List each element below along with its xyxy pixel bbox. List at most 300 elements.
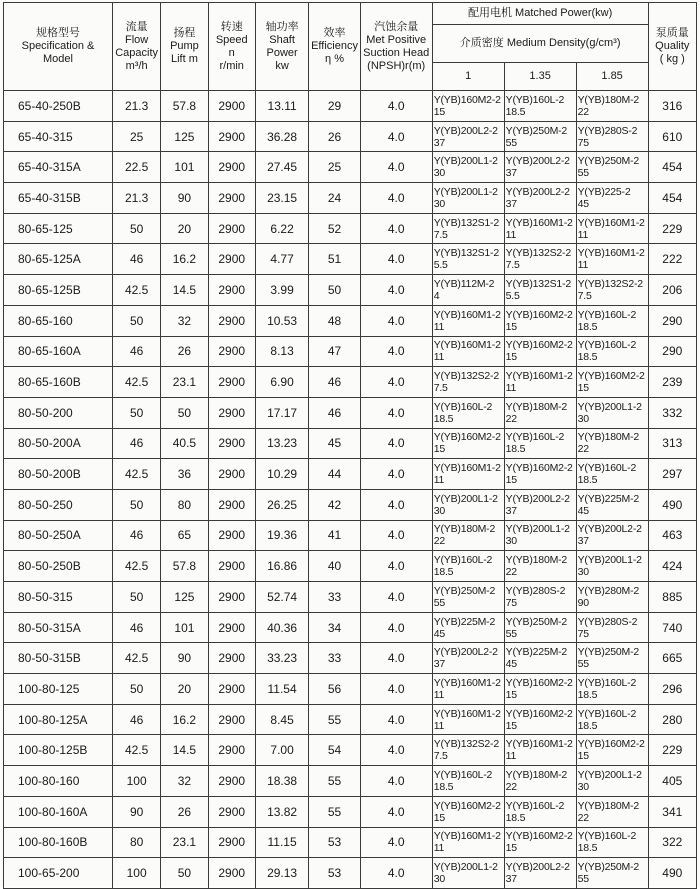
motor-density-1-85-cell: Y(YB)160M1-2 11 — [576, 213, 648, 244]
lift-cell: 26 — [161, 336, 208, 367]
motor-density-1-35-cell: Y(YB)180M-2 22 — [504, 766, 576, 797]
motor-density-1-cell: Y(YB)132S2-2 7.5 — [432, 735, 504, 766]
power-cell: 17.17 — [255, 397, 308, 428]
speed-cell: 2900 — [208, 858, 255, 889]
weight-cell: 239 — [648, 367, 696, 398]
power-cell: 6.90 — [255, 367, 308, 398]
lift-cell: 50 — [161, 858, 208, 889]
motor-density-1-cell: Y(YB)180M-2 22 — [432, 520, 504, 551]
npsh-cell: 4.0 — [360, 735, 432, 766]
lift-cell: 16.2 — [161, 704, 208, 735]
motor-density-1-cell: Y(YB)160L-2 18.5 — [432, 397, 504, 428]
header-power: 轴功率 Shaft Power kw — [255, 3, 308, 91]
speed-cell: 2900 — [208, 704, 255, 735]
model-cell: 100-80-160A — [4, 796, 113, 827]
speed-cell: 2900 — [208, 244, 255, 275]
motor-density-1-85-cell: Y(YB)200L1-2 30 — [576, 766, 648, 797]
model-cell: 80-65-125A — [4, 244, 113, 275]
lift-cell: 57.8 — [161, 91, 208, 122]
motor-density-1-cell: Y(YB)250M-2 55 — [432, 582, 504, 613]
model-cell: 100-80-125A — [4, 704, 113, 735]
efficiency-cell: 47 — [309, 336, 360, 367]
motor-density-1-35-cell: Y(YB)160M2-2 15 — [504, 674, 576, 705]
efficiency-cell: 52 — [309, 213, 360, 244]
table-row — [4, 582, 697, 613]
lift-cell: 125 — [161, 121, 208, 152]
table-row — [4, 674, 697, 705]
model-cell: 65-40-250B — [4, 91, 113, 122]
model-cell: 80-50-250 — [4, 489, 113, 520]
header-density-1: 1 — [432, 63, 504, 91]
table-row — [4, 213, 697, 244]
npsh-cell: 4.0 — [360, 336, 432, 367]
motor-density-1-85-cell: Y(YB)160M1-2 11 — [576, 244, 648, 275]
power-cell: 4.77 — [255, 244, 308, 275]
efficiency-cell: 53 — [309, 858, 360, 889]
flow-cell: 46 — [112, 520, 160, 551]
motor-density-1-85-cell: Y(YB)160L-2 18.5 — [576, 459, 648, 490]
motor-density-1-85-cell: Y(YB)180M-2 22 — [576, 796, 648, 827]
model-cell: 80-65-160A — [4, 336, 113, 367]
motor-density-1-cell: Y(YB)160M1-2 11 — [432, 704, 504, 735]
lift-cell: 23.1 — [161, 367, 208, 398]
motor-density-1-85-cell: Y(YB)250M-2 55 — [576, 643, 648, 674]
model-cell: 80-65-160 — [4, 305, 113, 336]
motor-density-1-cell: Y(YB)160M1-2 11 — [432, 827, 504, 858]
motor-density-1-35-cell: Y(YB)160M1-2 11 — [504, 735, 576, 766]
flow-cell: 46 — [112, 704, 160, 735]
motor-density-1-35-cell: Y(YB)200L2-2 37 — [504, 183, 576, 214]
model-cell: 65-40-315B — [4, 183, 113, 214]
npsh-cell: 4.0 — [360, 489, 432, 520]
weight-cell: 206 — [648, 275, 696, 306]
efficiency-cell: 55 — [309, 796, 360, 827]
header-density: 介质密度 Medium Density(g/cm³) — [432, 25, 648, 63]
power-cell: 13.23 — [255, 428, 308, 459]
efficiency-cell: 34 — [309, 612, 360, 643]
table-row — [4, 121, 697, 152]
lift-cell: 16.2 — [161, 244, 208, 275]
npsh-cell: 4.0 — [360, 305, 432, 336]
npsh-cell: 4.0 — [360, 459, 432, 490]
motor-density-1-cell: Y(YB)160M1-2 11 — [432, 305, 504, 336]
speed-cell: 2900 — [208, 735, 255, 766]
motor-density-1-85-cell: Y(YB)160L-2 18.5 — [576, 305, 648, 336]
weight-cell: 229 — [648, 735, 696, 766]
speed-cell: 2900 — [208, 183, 255, 214]
motor-density-1-85-cell: Y(YB)160M2-2 15 — [576, 735, 648, 766]
lift-cell: 40.5 — [161, 428, 208, 459]
motor-density-1-85-cell: Y(YB)225M-2 45 — [576, 489, 648, 520]
motor-density-1-cell: Y(YB)200L1-2 30 — [432, 489, 504, 520]
motor-density-1-35-cell: Y(YB)160L-2 18.5 — [504, 428, 576, 459]
lift-cell: 50 — [161, 397, 208, 428]
flow-cell: 50 — [112, 674, 160, 705]
lift-cell: 101 — [161, 152, 208, 183]
weight-cell: 610 — [648, 121, 696, 152]
lift-cell: 80 — [161, 489, 208, 520]
motor-density-1-35-cell: Y(YB)132S1-2 5.5 — [504, 275, 576, 306]
motor-density-1-cell: Y(YB)160M2-2 15 — [432, 428, 504, 459]
motor-density-1-cell: Y(YB)200L2-2 37 — [432, 121, 504, 152]
motor-density-1-cell: Y(YB)132S1-2 7.5 — [432, 213, 504, 244]
flow-cell: 50 — [112, 397, 160, 428]
weight-cell: 490 — [648, 489, 696, 520]
power-cell: 11.15 — [255, 827, 308, 858]
pump-spec-table — [3, 2, 697, 889]
power-cell: 3.99 — [255, 275, 308, 306]
table-row — [4, 367, 697, 398]
model-cell: 100-80-125B — [4, 735, 113, 766]
lift-cell: 32 — [161, 766, 208, 797]
motor-density-1-cell: Y(YB)225M-2 45 — [432, 612, 504, 643]
weight-cell: 454 — [648, 183, 696, 214]
power-cell: 10.53 — [255, 305, 308, 336]
power-cell: 13.11 — [255, 91, 308, 122]
efficiency-cell: 42 — [309, 489, 360, 520]
speed-cell: 2900 — [208, 213, 255, 244]
npsh-cell: 4.0 — [360, 397, 432, 428]
flow-cell: 42.5 — [112, 735, 160, 766]
speed-cell: 2900 — [208, 796, 255, 827]
weight-cell: 405 — [648, 766, 696, 797]
flow-cell: 90 — [112, 796, 160, 827]
motor-density-1-cell: Y(YB)200L1-2 30 — [432, 183, 504, 214]
motor-density-1-35-cell: Y(YB)200L1-2 30 — [504, 520, 576, 551]
model-cell: 100-65-200 — [4, 858, 113, 889]
motor-density-1-35-cell: Y(YB)250M-2 55 — [504, 612, 576, 643]
power-cell: 19.36 — [255, 520, 308, 551]
power-cell: 33.23 — [255, 643, 308, 674]
motor-density-1-35-cell: Y(YB)132S2-2 7.5 — [504, 244, 576, 275]
power-cell: 16.86 — [255, 551, 308, 582]
header-speed: 转速 Speed n r/min — [208, 3, 255, 91]
efficiency-cell: 46 — [309, 397, 360, 428]
table-row — [4, 612, 697, 643]
motor-density-1-35-cell: Y(YB)200L2-2 37 — [504, 489, 576, 520]
header-npsh: 汽蚀余量 Met Positive Suction Head (NPSH)r(m) — [360, 3, 432, 91]
speed-cell: 2900 — [208, 643, 255, 674]
table-row — [4, 520, 697, 551]
table-row — [4, 489, 697, 520]
flow-cell: 42.5 — [112, 643, 160, 674]
speed-cell: 2900 — [208, 305, 255, 336]
npsh-cell: 4.0 — [360, 704, 432, 735]
table-body — [4, 91, 697, 889]
table-row — [4, 244, 697, 275]
npsh-cell: 4.0 — [360, 858, 432, 889]
motor-density-1-cell: Y(YB)160L-2 18.5 — [432, 766, 504, 797]
header-density-1-35: 1.35 — [504, 63, 576, 91]
power-cell: 7.00 — [255, 735, 308, 766]
power-cell: 8.13 — [255, 336, 308, 367]
npsh-cell: 4.0 — [360, 612, 432, 643]
speed-cell: 2900 — [208, 121, 255, 152]
weight-cell: 313 — [648, 428, 696, 459]
model-cell: 80-65-160B — [4, 367, 113, 398]
motor-density-1-35-cell: Y(YB)180M-2 22 — [504, 397, 576, 428]
motor-density-1-cell: Y(YB)160M1-2 11 — [432, 459, 504, 490]
model-cell: 80-50-315 — [4, 582, 113, 613]
power-cell: 6.22 — [255, 213, 308, 244]
motor-density-1-35-cell: Y(YB)180M-2 22 — [504, 551, 576, 582]
weight-cell: 222 — [648, 244, 696, 275]
motor-density-1-85-cell: Y(YB)160L-2 18.5 — [576, 336, 648, 367]
motor-density-1-85-cell: Y(YB)280M-2 90 — [576, 582, 648, 613]
efficiency-cell: 45 — [309, 428, 360, 459]
lift-cell: 125 — [161, 582, 208, 613]
motor-density-1-85-cell: Y(YB)180M-2 22 — [576, 91, 648, 122]
table-row — [4, 643, 697, 674]
npsh-cell: 4.0 — [360, 582, 432, 613]
flow-cell: 25 — [112, 121, 160, 152]
motor-density-1-cell: Y(YB)132S2-2 7.5 — [432, 367, 504, 398]
model-cell: 80-65-125 — [4, 213, 113, 244]
lift-cell: 23.1 — [161, 827, 208, 858]
power-cell: 23.15 — [255, 183, 308, 214]
flow-cell: 42.5 — [112, 551, 160, 582]
speed-cell: 2900 — [208, 459, 255, 490]
motor-density-1-85-cell: Y(YB)200L2-2 37 — [576, 520, 648, 551]
weight-cell: 322 — [648, 827, 696, 858]
npsh-cell: 4.0 — [360, 275, 432, 306]
efficiency-cell: 55 — [309, 766, 360, 797]
flow-cell: 50 — [112, 305, 160, 336]
motor-density-1-cell: Y(YB)200L2-2 37 — [432, 643, 504, 674]
flow-cell: 50 — [112, 582, 160, 613]
table-row — [4, 305, 697, 336]
power-cell: 10.29 — [255, 459, 308, 490]
table-row — [4, 735, 697, 766]
motor-density-1-85-cell: Y(YB)250M-2 55 — [576, 152, 648, 183]
npsh-cell: 4.0 — [360, 244, 432, 275]
lift-cell: 14.5 — [161, 735, 208, 766]
npsh-cell: 4.0 — [360, 796, 432, 827]
model-cell: 65-40-315A — [4, 152, 113, 183]
motor-density-1-85-cell: Y(YB)160M2-2 15 — [576, 367, 648, 398]
header-matched-power: 配用电机 Matched Power(kw) — [432, 3, 648, 25]
flow-cell: 42.5 — [112, 275, 160, 306]
weight-cell: 296 — [648, 674, 696, 705]
flow-cell: 80 — [112, 827, 160, 858]
weight-cell: 885 — [648, 582, 696, 613]
weight-cell: 463 — [648, 520, 696, 551]
flow-cell: 42.5 — [112, 367, 160, 398]
efficiency-cell: 50 — [309, 275, 360, 306]
motor-density-1-cell: Y(YB)112M-2 4 — [432, 275, 504, 306]
table-row — [4, 858, 697, 889]
power-cell: 52.74 — [255, 582, 308, 613]
efficiency-cell: 29 — [309, 91, 360, 122]
lift-cell: 20 — [161, 674, 208, 705]
power-cell: 26.25 — [255, 489, 308, 520]
motor-density-1-cell: Y(YB)160L-2 18.5 — [432, 551, 504, 582]
efficiency-cell: 51 — [309, 244, 360, 275]
motor-density-1-85-cell: Y(YB)280S-2 75 — [576, 612, 648, 643]
flow-cell: 21.3 — [112, 91, 160, 122]
motor-density-1-35-cell: Y(YB)250M-2 55 — [504, 121, 576, 152]
model-cell: 80-65-125B — [4, 275, 113, 306]
npsh-cell: 4.0 — [360, 766, 432, 797]
model-cell: 80-50-200B — [4, 459, 113, 490]
lift-cell: 14.5 — [161, 275, 208, 306]
motor-density-1-35-cell: Y(YB)160M2-2 15 — [504, 305, 576, 336]
table-row — [4, 551, 697, 582]
efficiency-cell: 26 — [309, 121, 360, 152]
weight-cell: 490 — [648, 858, 696, 889]
speed-cell: 2900 — [208, 827, 255, 858]
speed-cell: 2900 — [208, 275, 255, 306]
lift-cell: 101 — [161, 612, 208, 643]
flow-cell: 22.5 — [112, 152, 160, 183]
efficiency-cell: 53 — [309, 827, 360, 858]
header-model: 规格型号 Specification & Model — [4, 3, 113, 91]
header-weight: 泵质量 Quality ( kg ) — [648, 3, 696, 91]
motor-density-1-35-cell: Y(YB)160M2-2 15 — [504, 459, 576, 490]
table-row — [4, 704, 697, 735]
power-cell: 36.28 — [255, 121, 308, 152]
npsh-cell: 4.0 — [360, 551, 432, 582]
power-cell: 11.54 — [255, 674, 308, 705]
flow-cell: 21.3 — [112, 183, 160, 214]
motor-density-1-35-cell: Y(YB)160L-2 18.5 — [504, 796, 576, 827]
motor-density-1-cell: Y(YB)200L1-2 30 — [432, 152, 504, 183]
efficiency-cell: 40 — [309, 551, 360, 582]
efficiency-cell: 24 — [309, 183, 360, 214]
speed-cell: 2900 — [208, 152, 255, 183]
motor-density-1-cell: Y(YB)160M1-2 11 — [432, 674, 504, 705]
motor-density-1-35-cell: Y(YB)200L2-2 37 — [504, 858, 576, 889]
motor-density-1-35-cell: Y(YB)160M2-2 15 — [504, 827, 576, 858]
weight-cell: 290 — [648, 305, 696, 336]
motor-density-1-85-cell: Y(YB)200L1-2 30 — [576, 397, 648, 428]
power-cell: 18.38 — [255, 766, 308, 797]
motor-density-1-35-cell: Y(YB)280S-2 75 — [504, 582, 576, 613]
model-cell: 80-50-315A — [4, 612, 113, 643]
weight-cell: 454 — [648, 152, 696, 183]
motor-density-1-cell: Y(YB)132S1-2 5.5 — [432, 244, 504, 275]
model-cell: 80-50-315B — [4, 643, 113, 674]
weight-cell: 280 — [648, 704, 696, 735]
efficiency-cell: 48 — [309, 305, 360, 336]
motor-density-1-35-cell: Y(YB)160M1-2 11 — [504, 213, 576, 244]
speed-cell: 2900 — [208, 397, 255, 428]
motor-density-1-35-cell: Y(YB)200L2-2 37 — [504, 152, 576, 183]
weight-cell: 740 — [648, 612, 696, 643]
table-row — [4, 827, 697, 858]
lift-cell: 36 — [161, 459, 208, 490]
efficiency-cell: 41 — [309, 520, 360, 551]
model-cell: 80-50-250B — [4, 551, 113, 582]
power-cell: 27.45 — [255, 152, 308, 183]
speed-cell: 2900 — [208, 489, 255, 520]
speed-cell: 2900 — [208, 367, 255, 398]
model-cell: 100-80-125 — [4, 674, 113, 705]
weight-cell: 316 — [648, 91, 696, 122]
npsh-cell: 4.0 — [360, 674, 432, 705]
speed-cell: 2900 — [208, 520, 255, 551]
speed-cell: 2900 — [208, 582, 255, 613]
table-row — [4, 766, 697, 797]
motor-density-1-cell: Y(YB)200L1-2 30 — [432, 858, 504, 889]
lift-cell: 32 — [161, 305, 208, 336]
lift-cell: 57.8 — [161, 551, 208, 582]
model-cell: 100-80-160 — [4, 766, 113, 797]
weight-cell: 665 — [648, 643, 696, 674]
table-row — [4, 397, 697, 428]
weight-cell: 290 — [648, 336, 696, 367]
speed-cell: 2900 — [208, 674, 255, 705]
speed-cell: 2900 — [208, 612, 255, 643]
motor-density-1-cell: Y(YB)160M1-2 11 — [432, 336, 504, 367]
flow-cell: 46 — [112, 428, 160, 459]
table-row — [4, 91, 697, 122]
lift-cell: 90 — [161, 643, 208, 674]
efficiency-cell: 33 — [309, 582, 360, 613]
model-cell: 80-50-200 — [4, 397, 113, 428]
motor-density-1-35-cell: Y(YB)160M1-2 11 — [504, 367, 576, 398]
efficiency-cell: 44 — [309, 459, 360, 490]
speed-cell: 2900 — [208, 766, 255, 797]
speed-cell: 2900 — [208, 551, 255, 582]
motor-density-1-85-cell: Y(YB)160L-2 18.5 — [576, 704, 648, 735]
motor-density-1-85-cell: Y(YB)225-2 45 — [576, 183, 648, 214]
efficiency-cell: 33 — [309, 643, 360, 674]
motor-density-1-cell: Y(YB)160M2-2 15 — [432, 91, 504, 122]
flow-cell: 100 — [112, 858, 160, 889]
lift-cell: 65 — [161, 520, 208, 551]
flow-cell: 50 — [112, 489, 160, 520]
flow-cell: 46 — [112, 336, 160, 367]
table-row — [4, 152, 697, 183]
npsh-cell: 4.0 — [360, 643, 432, 674]
efficiency-cell: 25 — [309, 152, 360, 183]
flow-cell: 46 — [112, 612, 160, 643]
motor-density-1-85-cell: Y(YB)160L-2 18.5 — [576, 674, 648, 705]
table-row — [4, 428, 697, 459]
efficiency-cell: 46 — [309, 367, 360, 398]
power-cell: 13.82 — [255, 796, 308, 827]
power-cell: 8.45 — [255, 704, 308, 735]
efficiency-cell: 56 — [309, 674, 360, 705]
motor-density-1-85-cell: Y(YB)180M-2 22 — [576, 428, 648, 459]
header-density-1-85: 1.85 — [576, 63, 648, 91]
efficiency-cell: 54 — [309, 735, 360, 766]
weight-cell: 229 — [648, 213, 696, 244]
flow-cell: 50 — [112, 213, 160, 244]
efficiency-cell: 55 — [309, 704, 360, 735]
npsh-cell: 4.0 — [360, 152, 432, 183]
table-row — [4, 459, 697, 490]
weight-cell: 332 — [648, 397, 696, 428]
table-row — [4, 336, 697, 367]
npsh-cell: 4.0 — [360, 213, 432, 244]
motor-density-1-85-cell: Y(YB)200L1-2 30 — [576, 551, 648, 582]
speed-cell: 2900 — [208, 91, 255, 122]
model-cell: 80-50-250A — [4, 520, 113, 551]
motor-density-1-35-cell: Y(YB)225M-2 45 — [504, 643, 576, 674]
flow-cell: 42.5 — [112, 459, 160, 490]
motor-density-1-35-cell: Y(YB)160L-2 18.5 — [504, 91, 576, 122]
npsh-cell: 4.0 — [360, 183, 432, 214]
lift-cell: 20 — [161, 213, 208, 244]
npsh-cell: 4.0 — [360, 428, 432, 459]
table-row — [4, 796, 697, 827]
npsh-cell: 4.0 — [360, 367, 432, 398]
npsh-cell: 4.0 — [360, 91, 432, 122]
motor-density-1-35-cell: Y(YB)160M2-2 15 — [504, 336, 576, 367]
weight-cell: 341 — [648, 796, 696, 827]
